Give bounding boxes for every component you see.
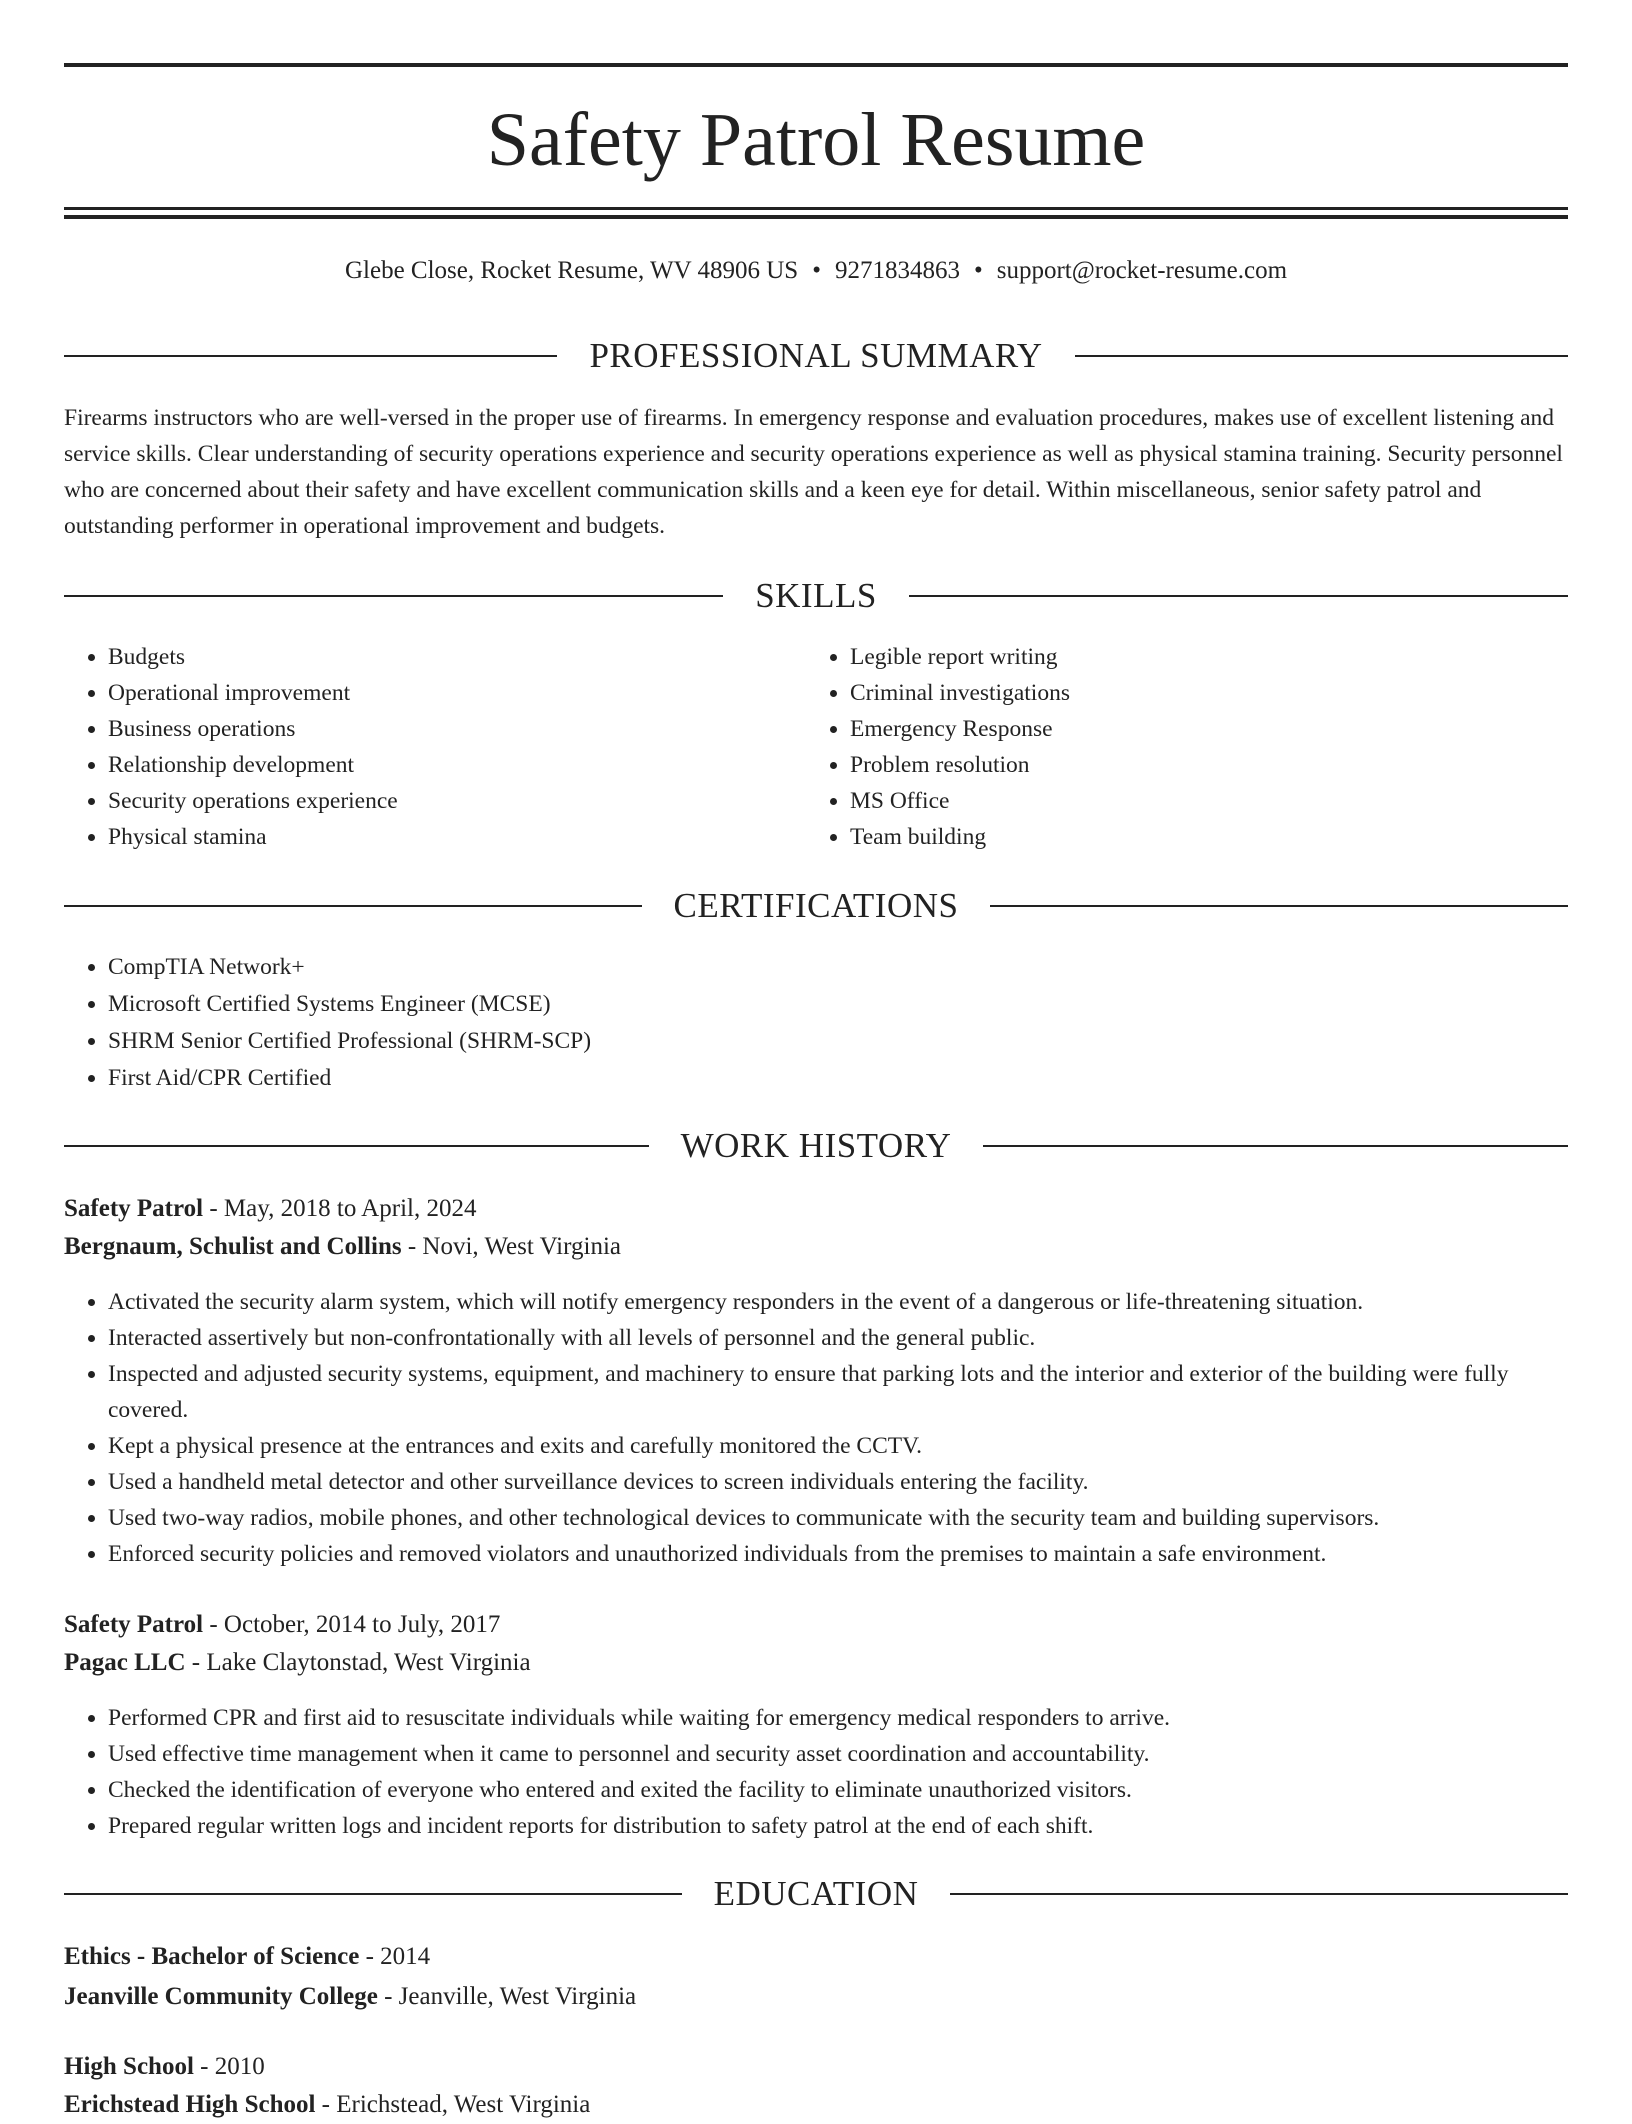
contact-separator: • — [973, 257, 983, 284]
section-title: SKILLS — [755, 576, 877, 615]
job-title: Safety Patrol — [64, 1195, 204, 1222]
heading-rule — [64, 905, 642, 907]
job-location: - Lake Claytonstad, West Virginia — [185, 1649, 531, 1676]
education-location: - Jeanville, West Virginia — [377, 1983, 637, 2010]
job-bullets — [64, 1700, 1568, 1844]
skill-item: • Business operations — [108, 711, 808, 747]
heading-rule — [950, 1893, 1568, 1895]
section-title: CERTIFICATIONS — [673, 886, 959, 925]
job-bullet: • Kept a physical presence at the entrances and exits and carefully monitored the CCTV. — [108, 1428, 1568, 1464]
job-bullet: • Used effective time management when it came to personnel and security asset coordination and accountability. — [108, 1736, 1568, 1772]
title-rule-lower — [64, 215, 1568, 219]
certification-item: • SHRM Senior Certified Professional (SHRM-SCP) — [108, 1023, 1568, 1060]
job-title: Safety Patrol — [64, 1611, 204, 1638]
skill-item: • Budgets — [108, 639, 808, 675]
job-bullet: • Interacted assertively but non-confrontationally with all levels of personnel and the general public. — [108, 1320, 1568, 1356]
title-rule-upper — [64, 207, 1568, 210]
heading-rule — [64, 1145, 649, 1147]
heading-rule — [909, 595, 1568, 597]
skill-item: • Emergency Response — [850, 711, 1550, 747]
heading-rule — [64, 595, 723, 597]
job-bullets — [64, 1284, 1568, 1572]
contact-address: Glebe Close, Rocket Resume, WV 48906 US — [344, 257, 799, 284]
certification-item: • CompTIA Network+ — [108, 949, 1568, 986]
skills-list-left — [64, 639, 808, 855]
education-degree: High School — [64, 2053, 194, 2080]
skill-item: • Criminal investigations — [850, 675, 1550, 711]
job-bullet: • Inspected and adjusted security systems, equipment, and machinery to ensure that parking lots and the interior and exterior of the building were fully covered. — [108, 1356, 1568, 1428]
job-bullet: • Prepared regular written logs and incident reports for distribution to safety patrol at the end of each shift. — [108, 1808, 1568, 1844]
job-bullet: • Used a handheld metal detector and other surveillance devices to screen individuals entering the facility. — [108, 1464, 1568, 1500]
contact-email: support@rocket-resume.com — [996, 257, 1288, 284]
certification-item: • Microsoft Certified Systems Engineer (MCSE) — [108, 986, 1568, 1023]
job-dates: - October, 2014 to July, 2017 — [203, 1611, 501, 1638]
job-title-line — [64, 1190, 1568, 1228]
education-school: Jeanville Community College — [64, 1983, 378, 2010]
skill-item: • Team building — [850, 819, 1550, 855]
job-bullet: • Performed CPR and first aid to resuscitate individuals while waiting for emergency medical responders to arrive. — [108, 1700, 1568, 1736]
top-rule — [64, 63, 1568, 67]
job-company: Pagac LLC — [64, 1649, 186, 1676]
heading-rule — [990, 905, 1568, 907]
education-year: - 2014 — [359, 1943, 431, 1970]
education-year: - 2010 — [193, 2053, 265, 2080]
contact-line — [64, 254, 1568, 288]
skills-list-right — [806, 639, 1550, 855]
section-title: WORK HISTORY — [680, 1126, 952, 1165]
certification-item: • First Aid/CPR Certified — [108, 1060, 1568, 1097]
resume-title: Safety Patrol Resume — [486, 98, 1146, 182]
education-school-line — [64, 2086, 1568, 2124]
section-title: PROFESSIONAL SUMMARY — [589, 336, 1043, 375]
section-heading-summary — [64, 336, 1568, 376]
education-school-line — [64, 1978, 1568, 2016]
section-title: EDUCATION — [713, 1874, 919, 1913]
job-company-line — [64, 1644, 1568, 1682]
job-company: Bergnaum, Schulist and Collins — [64, 1233, 402, 1260]
job-bullet: • Checked the identification of everyone who entered and exited the facility to eliminate unauthorized visitors. — [108, 1772, 1568, 1808]
skill-item: • Legible report writing — [850, 639, 1550, 675]
education-degree-line — [64, 2048, 1568, 2086]
job-location: - Novi, West Virginia — [401, 1233, 621, 1260]
job-dates: - May, 2018 to April, 2024 — [203, 1195, 477, 1222]
education-school: Erichstead High School — [64, 2091, 316, 2118]
certifications-list — [64, 949, 1568, 1097]
heading-rule — [64, 355, 557, 357]
section-heading-skills — [64, 576, 1568, 616]
skill-item: • Relationship development — [108, 747, 808, 783]
heading-rule — [983, 1145, 1568, 1147]
skill-item: • MS Office — [850, 783, 1550, 819]
contact-phone: 9271834863 — [834, 257, 960, 284]
skill-item: • Security operations experience — [108, 783, 808, 819]
skill-item: • Problem resolution — [850, 747, 1550, 783]
section-heading-certifications — [64, 886, 1568, 926]
job-bullet: • Activated the security alarm system, which will notify emergency responders in the event of a dangerous or life-threatening situation. — [108, 1284, 1568, 1320]
heading-rule — [1075, 355, 1568, 357]
skill-item: • Physical stamina — [108, 819, 808, 855]
job-bullet: • Enforced security policies and removed violators and unauthorized individuals from the premises to maintain a safe environment. — [108, 1536, 1568, 1572]
heading-rule — [64, 1893, 682, 1895]
education-degree-line — [64, 1938, 1568, 1976]
summary-text: Firearms instructors who are well-versed in the proper use of firearms. In emergency response and evaluation procedures, makes use of excellent listening and service skills. Clear understanding of security operations experience and security operations experience as well as physical stamina training. Security personnel who are concerned about their safety and have excellent communication skills and a keen eye for detail. Within miscellaneous, senior safety patrol and outstanding performer in operational improvement and budgets. — [64, 405, 1563, 539]
skill-item: • Operational improvement — [108, 675, 808, 711]
section-heading-work — [64, 1126, 1568, 1166]
job-title-line — [64, 1606, 1568, 1644]
education-degree: Ethics - Bachelor of Science — [64, 1943, 360, 1970]
job-company-line — [64, 1228, 1568, 1266]
job-bullet: • Used two-way radios, mobile phones, and other technological devices to communicate with the security team and building supervisors. — [108, 1500, 1568, 1536]
contact-separator: • — [812, 257, 821, 284]
section-heading-education — [64, 1874, 1568, 1914]
education-location: - Erichstead, West Virginia — [315, 2091, 591, 2118]
